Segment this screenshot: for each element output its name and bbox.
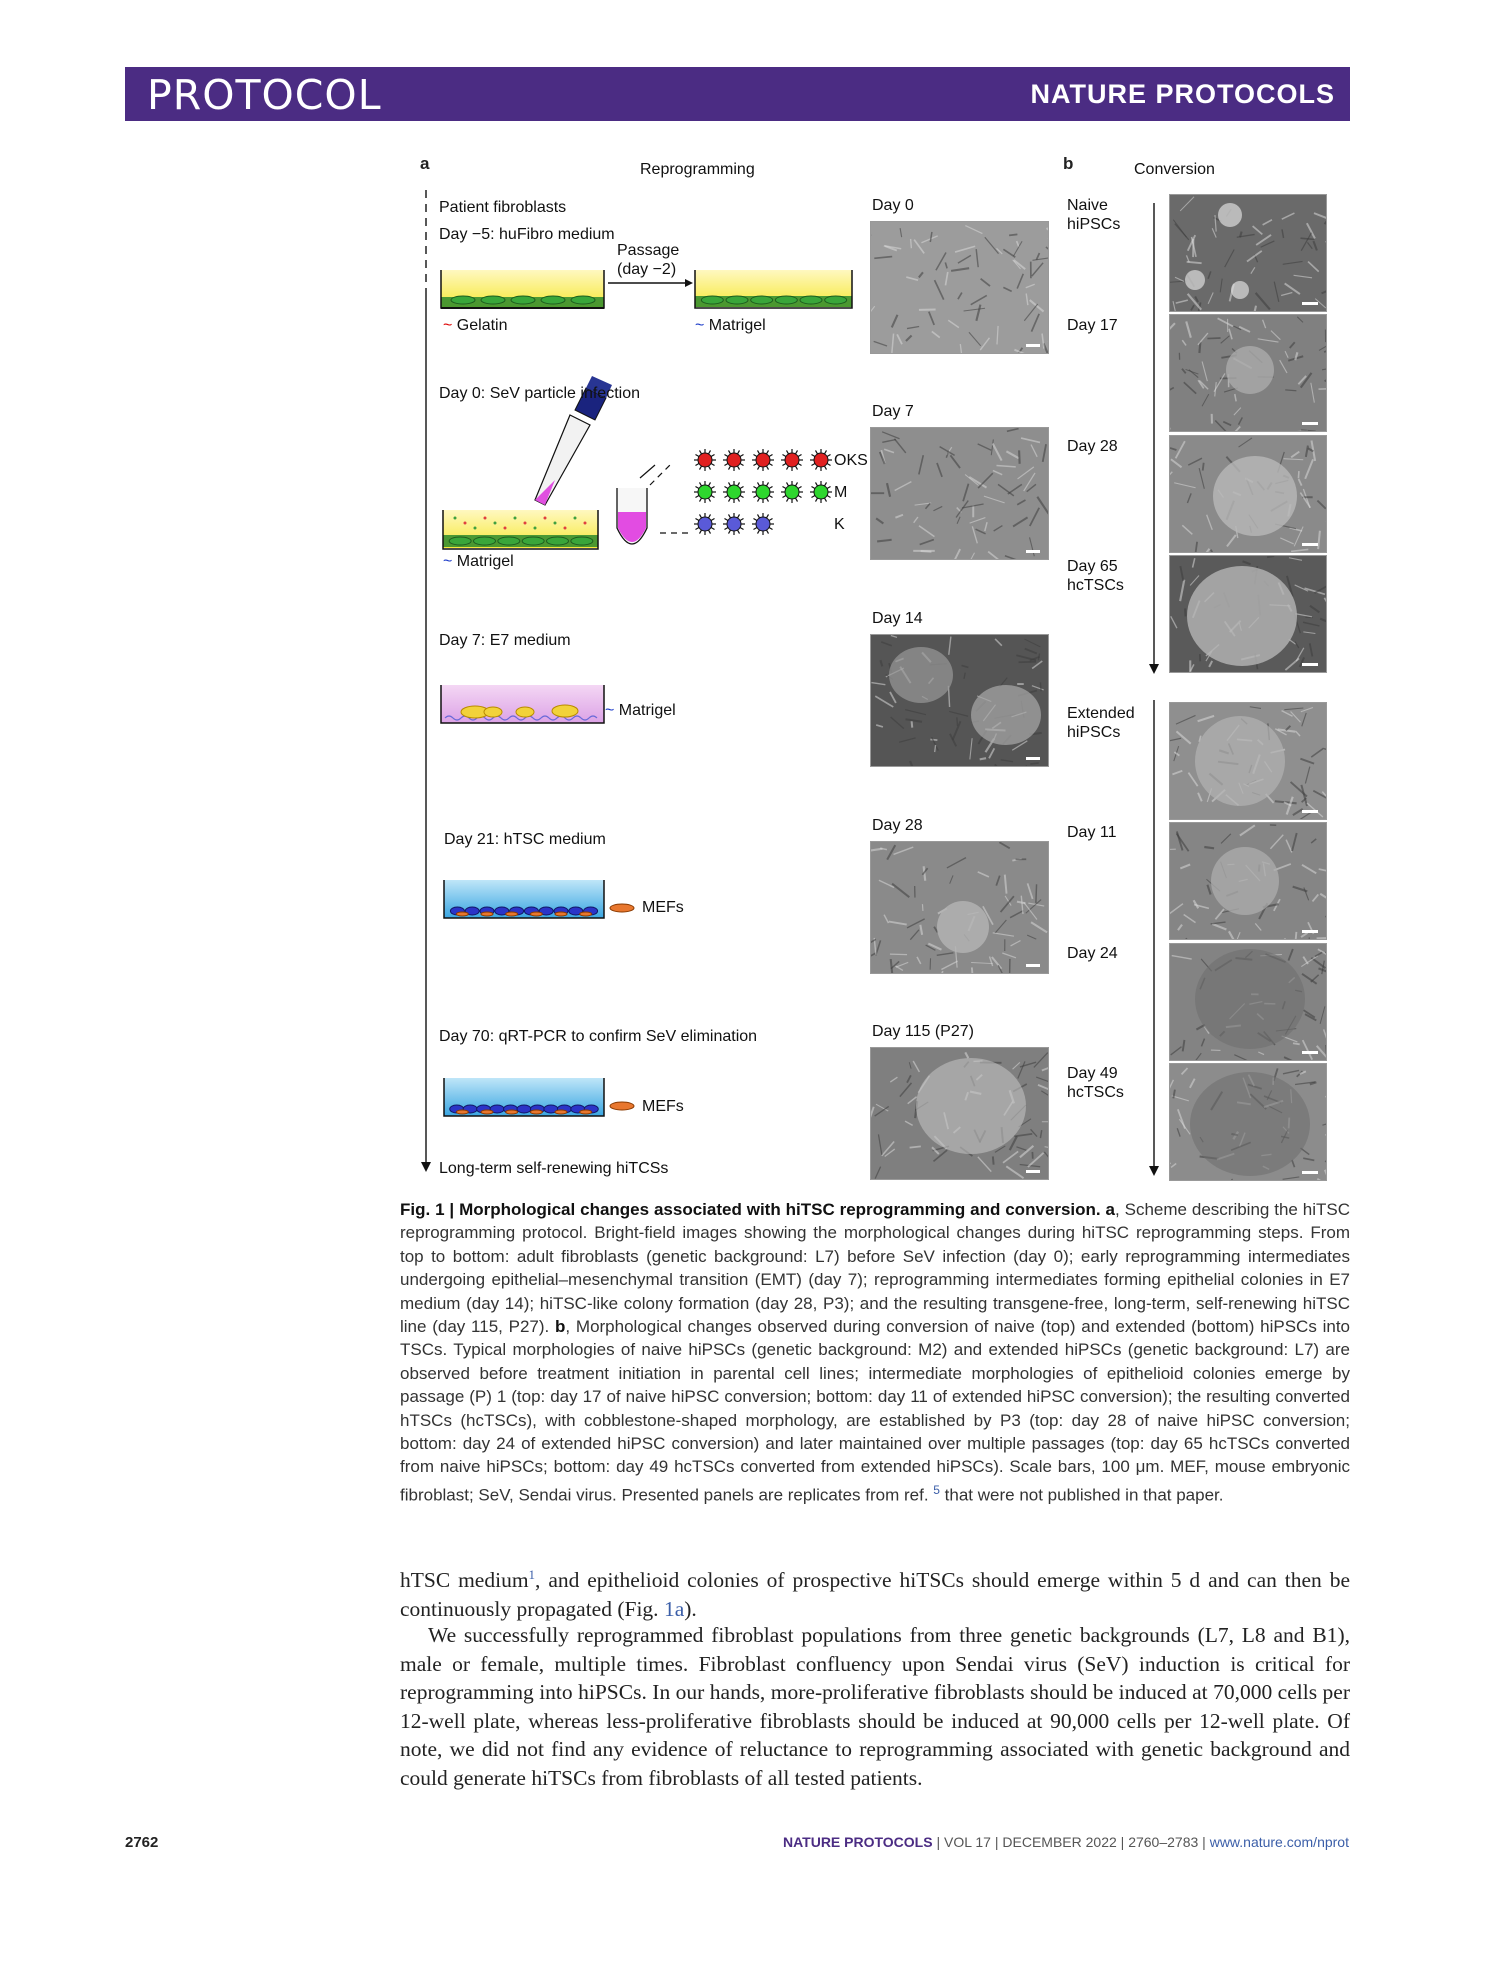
micrograph-b-naive	[1169, 194, 1327, 312]
virus-particle	[814, 453, 828, 467]
cell-glyph	[580, 912, 592, 916]
cell-glyph	[571, 537, 593, 545]
step3-label: Day 7: E7 medium	[439, 632, 571, 649]
cell-glyph	[456, 912, 468, 916]
panel-a-title: Reprogramming	[640, 161, 755, 178]
step4-label: Day 21: hTSC medium	[444, 831, 606, 848]
b-day11: Day 11	[1067, 824, 1117, 841]
b-day65: Day 65	[1067, 558, 1118, 575]
matrigel-label-1: ~ Matrigel	[695, 317, 766, 334]
caption-text-end: that were not published in that paper.	[939, 1485, 1224, 1505]
b-day28: Day 28	[1067, 438, 1118, 455]
mefs-label-2: MEFs	[642, 1098, 684, 1115]
final-label: Long-term self-renewing hiTCSs	[439, 1160, 669, 1177]
journal-name: NATURE PROTOCOLS	[1030, 79, 1335, 109]
cell-glyph	[451, 296, 475, 304]
cell-glyph	[555, 1110, 567, 1114]
caption-ref[interactable]: 5	[933, 1482, 940, 1497]
cell-glyph	[522, 537, 544, 545]
cell-glyph	[775, 296, 797, 304]
b-hctscs2: hcTSCs	[1067, 1084, 1124, 1101]
k-label: K	[834, 516, 845, 533]
cell-glyph	[610, 904, 634, 912]
cell-glyph	[474, 537, 496, 545]
virus-particle	[727, 517, 741, 531]
virus-particle	[727, 453, 741, 467]
micrograph-day115	[870, 1047, 1049, 1180]
cell-glyph	[726, 296, 748, 304]
cell-glyph	[456, 1110, 468, 1114]
caption-a: a	[1105, 1200, 1116, 1219]
cell-glyph	[555, 912, 567, 916]
micrograph-b-day28	[1169, 435, 1327, 553]
virus-particle	[698, 485, 712, 499]
micrograph-b-day17	[1169, 314, 1327, 432]
passage-day: (day −2)	[617, 261, 677, 278]
micrograph-b-extended	[1169, 702, 1327, 820]
cell-glyph	[481, 1110, 493, 1114]
virus-particle	[756, 517, 770, 531]
day115-label: Day 115 (P27)	[872, 1023, 974, 1040]
m-label: M	[834, 484, 848, 501]
caption-b: b	[555, 1317, 566, 1337]
caption-text-b: , Morphological changes observed during conversion of naive (top) and extended (bottom) hiPSCs into TSCs. Typical morphologies of naive hiPSCs (genetic background: M2) and extended hiPSCs (genetic background: L7) are observed before treatment initiation in parental cell lines; intermediate morphologies of epithelioid colonies emerge by passage (P) 1 (top: day 17 of naive hiPSC conversion; bottom: day 11 of extended hiPSC conversion); the resulting converted hTSCs (hcTSCs), with cobblestone-shaped morphology, are established by P3 (top: day 28 of naive hiPSC conversion; bottom: day 24 of extended hiPSC conversion) and later maintained over multiple passages (top: day 65 hcTSCs converted from naive hiPSCs; bottom: day 49 hcTSCs converted from extended hiPSCs). Scale bars, 100 μm. MEF, mouse embryonic fibroblast; SeV, Sendai virus. Presented panels are replicates from ref.	[400, 1317, 1350, 1505]
virus-particle	[814, 485, 828, 499]
virus-particle	[756, 485, 770, 499]
b-day24: Day 24	[1067, 945, 1118, 962]
cell-glyph	[571, 296, 595, 304]
oks-label: OKS	[834, 452, 868, 469]
day0-label: Day 0	[872, 197, 914, 214]
matrigel-label-2: ~ Matrigel	[443, 553, 514, 570]
footer-citation: NATURE PROTOCOLS | VOL 17 | DECEMBER 2022 | 2760–2783 | www.nature.com/nprot	[782, 1834, 1349, 1850]
caption-label: Fig. 1 | Morphological changes associated with hiTSC reprogramming and conversion.	[400, 1200, 1101, 1219]
micrograph-day28	[870, 841, 1049, 974]
step5-label: Day 70: qRT-PCR to confirm SeV elimination	[439, 1028, 758, 1045]
virus-particle	[785, 485, 799, 499]
cell-glyph	[481, 296, 505, 304]
step2-label: Day 0: SeV particle infection	[439, 385, 640, 402]
micrograph-b-day24	[1169, 943, 1327, 1061]
b-day17: Day 17	[1067, 317, 1118, 334]
micrograph-day7	[870, 427, 1049, 560]
micrograph-day0	[870, 221, 1049, 354]
b-day49: Day 49	[1067, 1065, 1118, 1082]
page-number: 2762	[125, 1834, 159, 1851]
b-hipscs2: hiPSCs	[1067, 724, 1121, 741]
cell-glyph	[506, 912, 518, 916]
cell-glyph	[580, 1110, 592, 1114]
day28-label: Day 28	[872, 817, 923, 834]
cell-glyph	[517, 1105, 531, 1113]
body-ref-1[interactable]: 1	[528, 1567, 536, 1582]
micrograph-b-day11	[1169, 822, 1327, 940]
cell-glyph	[701, 296, 723, 304]
figure-caption	[400, 1198, 1350, 1507]
virus-particle	[698, 517, 712, 531]
b-naive: Naive	[1067, 197, 1108, 214]
matrigel-label-3: ~ Matrigel	[605, 702, 676, 719]
virus-particle	[698, 453, 712, 467]
fig-link[interactable]: 1a	[663, 1596, 685, 1621]
panel-a-letter: a	[420, 154, 430, 173]
cell-glyph	[511, 296, 535, 304]
cell-glyph	[481, 912, 493, 916]
caption-text-a: , Scheme describing the hiTSC reprogramming protocol. Bright-field images showing the morphological changes during hiTSC reprogramming steps. From top to bottom: adult fibroblasts (genetic background: L7) before SeV infection (day 0); early reprogramming intermediates undergoing epithelial–mesenchymal transition (EMT) (day 7); reprogramming intermediates forming epithelial colonies in E7 medium (day 14); hiTSC-like colony formation (day 28, P3); and the resulting transgene-free, long-term, self-renewing hiTSC line (day 115, P27).	[400, 1200, 1350, 1337]
panel-b-letter: b	[1063, 154, 1074, 173]
cell-glyph	[541, 296, 565, 304]
virus-particle	[727, 485, 741, 499]
section-label: PROTOCOL	[147, 71, 382, 119]
step1-medium: Day −5: huFibro medium	[439, 226, 615, 243]
cell-glyph	[530, 1110, 542, 1114]
cell-glyph	[449, 537, 471, 545]
virus-particle	[785, 453, 799, 467]
passage-label: Passage	[617, 242, 680, 259]
virus-particle	[756, 453, 770, 467]
micrograph-day14	[870, 634, 1049, 767]
body-paragraph-1: hTSC medium$^1$, and epithelioid colonies of prospective hiTSCs should emerge within 5 d and can then be continuously propagated (Fig. 1a).	[400, 1567, 1350, 1621]
b-hctscs: hcTSCs	[1067, 577, 1124, 594]
b-extended: Extended	[1067, 705, 1135, 722]
cell-glyph	[498, 537, 520, 545]
step1-label: Patient fibroblasts	[439, 199, 567, 216]
day14-label: Day 14	[872, 610, 923, 627]
panel-b-title: Conversion	[1134, 161, 1215, 178]
footer-url[interactable]: www.nature.com/nprot	[1209, 1834, 1349, 1850]
micrograph-b-day65	[1169, 555, 1327, 673]
cell-glyph	[547, 537, 569, 545]
cell-glyph	[825, 296, 847, 304]
micrograph-b-day49	[1169, 1063, 1327, 1181]
cell-glyph	[506, 1110, 518, 1114]
gelatin-label: ~ Gelatin	[443, 317, 508, 334]
cell-glyph	[800, 296, 822, 304]
b-hipscs: hiPSCs	[1067, 216, 1121, 233]
mefs-label-1: MEFs	[642, 899, 684, 916]
cell-glyph	[610, 1102, 634, 1110]
cell-glyph	[530, 912, 542, 916]
cell-glyph	[751, 296, 773, 304]
body-paragraph-2: We successfully reprogrammed fibroblast populations from three genetic backgrounds (L7, L8 and B1), male or female, multiple times. Fibroblast confluency upon Sendai virus (SeV) induction is critical for reprogramming into hiPSCs. In our hands, more-proliferative fibroblasts should be induced at 70,000 cells per 12-well plate, whereas less-proliferative fibroblasts should be induced at 90,000 cells per 12-well plate. Of note, we did not find any evidence of reluctance to reprogramming associated with genetic background and could generate hiTSCs from fibroblasts of all tested patients.	[400, 1623, 1350, 1790]
day7-label: Day 7	[872, 403, 914, 420]
